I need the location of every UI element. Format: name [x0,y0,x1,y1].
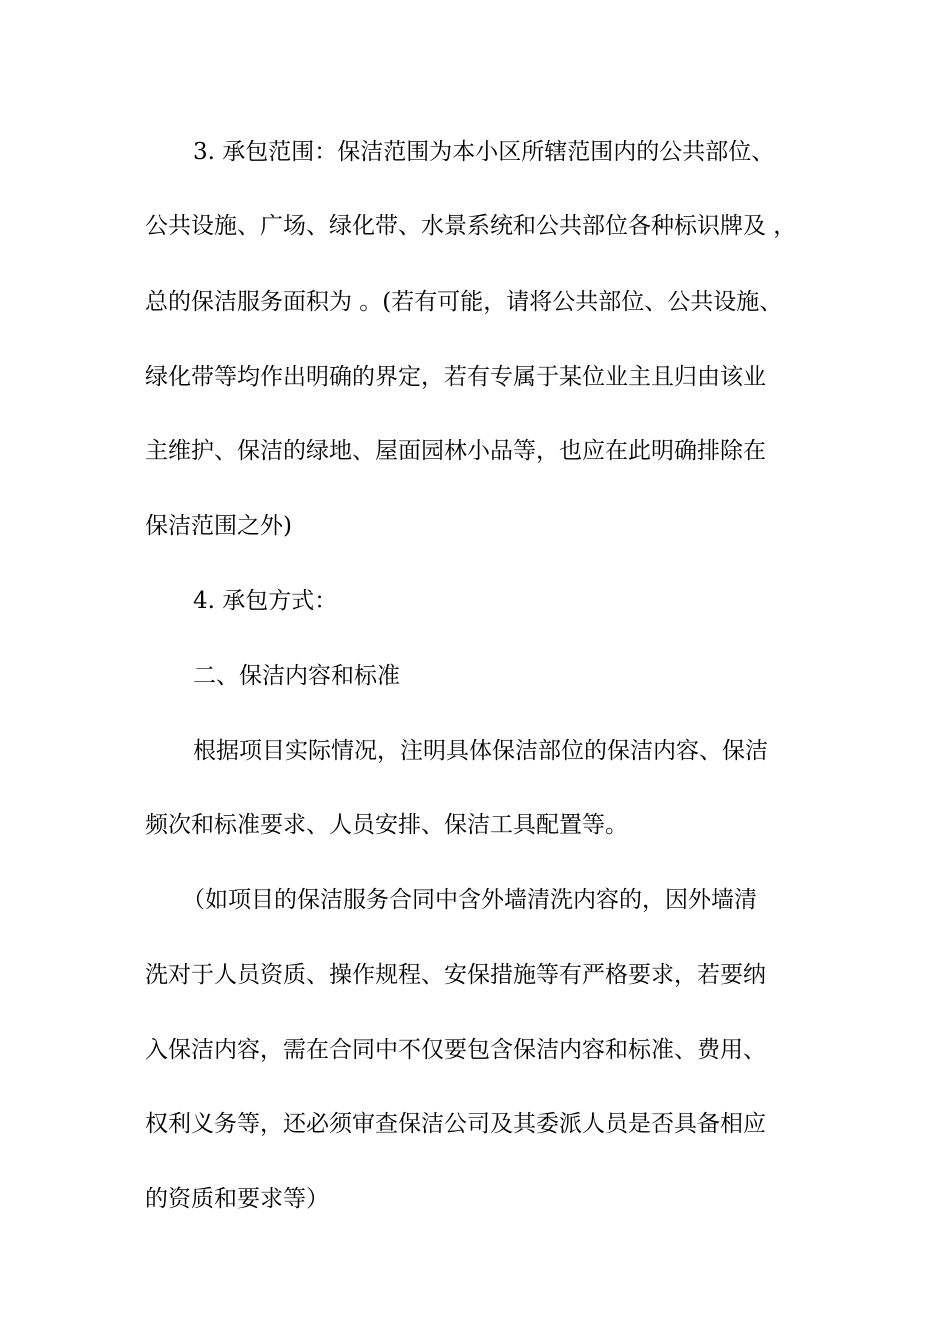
text-line: 的资质和要求等） [145,1186,329,1212]
text-line: 3. 承包范围：保洁范围为本小区所辖范围内的公共部位、 [193,139,775,165]
text-line: 主维护、保洁的绿地、屋面园林小品等，也应在此明确排除在 [145,438,766,464]
text-line: 保洁范围之外) [145,513,292,539]
text-line: 公共设施、广场、绿化带、水景系统和公共部位各种标识牌及 ， [145,213,797,239]
text-line: 绿化带等均作出明确的界定，若有专属于某位业主且归由该业 [145,364,766,390]
text-line: 入保洁内容，需在合同中不仅要包含保洁内容和标准、费用、 [145,1037,766,1063]
text-line: 根据项目实际情况，注明具体保洁部位的保洁内容、保洁 [193,738,768,764]
text-line: （如项目的保洁服务合同中含外墙清洗内容的，因外墙清 [182,887,757,913]
text-line: 洗对于人员资质、操作规程、安保措施等有严格要求，若要纳 [145,962,766,988]
text-line: 总的保洁服务面积为 。(若有可能，请将公共部位、公共设施、 [145,289,783,315]
text-line: 4. 承包方式： [193,588,338,614]
text-line: 权利义务等，还必须审查保洁公司及其委派人员是否具备相应 [145,1111,766,1137]
text-line: 二、保洁内容和标准 [193,663,400,689]
text-line: 频次和标准要求、人员安排、保洁工具配置等。 [145,812,628,838]
